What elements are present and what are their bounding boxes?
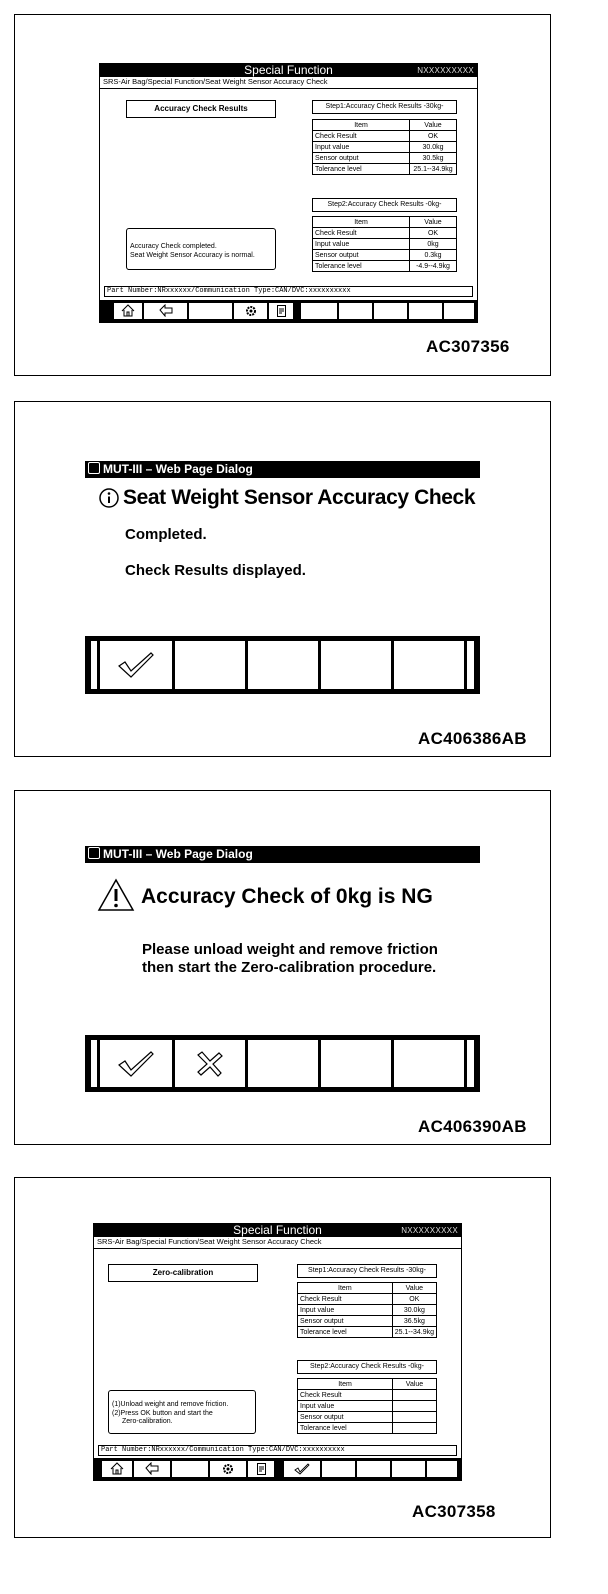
- table-cell: 0kg: [410, 239, 457, 250]
- table-row: [313, 142, 457, 153]
- table-cell: Input value: [313, 142, 410, 153]
- cancel-button[interactable]: [175, 1040, 245, 1087]
- info-icon: [98, 487, 120, 509]
- title-bar: [94, 1224, 461, 1237]
- table-cell: [393, 1423, 437, 1434]
- web-page-dialog: [85, 461, 480, 694]
- table-cell: Check Result: [313, 228, 410, 239]
- table-cell: [393, 1412, 437, 1423]
- table-cell: Value: [410, 120, 457, 131]
- table-row: [313, 261, 457, 272]
- function-key[interactable]: [321, 641, 391, 689]
- step1-table: [312, 119, 457, 175]
- function-key[interactable]: [339, 303, 372, 319]
- dialog-message-line: Please unload weight and remove friction: [142, 941, 438, 958]
- gear-icon: [245, 305, 257, 317]
- function-key[interactable]: [394, 1040, 464, 1087]
- status-message-box: [126, 228, 276, 270]
- figure-id: AC406386AB: [418, 729, 527, 748]
- table-cell: 36.5kg: [392, 1316, 436, 1327]
- dialog-title: Accuracy Check of 0kg is NG: [141, 885, 433, 908]
- window-icon: [88, 462, 100, 474]
- table-cell: Sensor output: [298, 1316, 393, 1327]
- function-key[interactable]: [394, 641, 464, 689]
- table-cell: 30.0kg: [392, 1305, 436, 1316]
- figure-panel-2: [14, 401, 551, 757]
- step1-table: [297, 1282, 437, 1338]
- part-number-line: Part Number:NRxxxxxx/Communication Type:CAN/DVC:xxxxxxxxxx: [98, 1445, 457, 1456]
- table-cell: Value: [410, 217, 457, 228]
- table-row: [298, 1316, 437, 1327]
- dialog-header-text: MUT-III – Web Page Dialog: [103, 847, 253, 861]
- table-cell: Item: [313, 217, 410, 228]
- function-key[interactable]: [172, 1461, 208, 1477]
- table-row: [313, 131, 457, 142]
- figure-panel-4: [14, 1177, 551, 1538]
- screen-title: Special Function: [244, 63, 333, 77]
- table-row: [313, 250, 457, 261]
- table-cell: Input value: [298, 1401, 393, 1412]
- home-button[interactable]: [102, 1461, 132, 1477]
- table-cell: 30.5kg: [410, 153, 457, 164]
- home-icon: [121, 304, 135, 317]
- gear-icon: [222, 1463, 234, 1475]
- function-key[interactable]: [409, 303, 442, 319]
- table-cell: Input value: [298, 1305, 393, 1316]
- status-message-line: Seat Weight Sensor Accuracy is normal.: [130, 251, 255, 259]
- table-row: [298, 1390, 437, 1401]
- screen-title: Special Function: [233, 1223, 322, 1237]
- cancel-x-icon: [195, 1050, 225, 1078]
- function-key[interactable]: [189, 303, 232, 319]
- table-cell: OK: [410, 131, 457, 142]
- dialog-button-bar: [85, 636, 480, 694]
- figure-id: AC307358: [412, 1502, 496, 1521]
- table-cell: Tolerance level: [298, 1327, 393, 1338]
- window-icon: [88, 847, 100, 859]
- table-cell: 25.1--34.9kg: [392, 1327, 436, 1338]
- table-cell: OK: [410, 228, 457, 239]
- table-cell: Tolerance level: [298, 1423, 393, 1434]
- screen-code: NXXXXXXXXX: [401, 1226, 458, 1235]
- part-number-line: Part Number:NRxxxxxx/Communication Type:CAN/DVC:xxxxxxxxxx: [104, 286, 473, 297]
- status-message-line: Accuracy Check completed.: [130, 243, 217, 250]
- settings-button[interactable]: [234, 303, 267, 319]
- back-arrow-icon: [144, 1462, 160, 1475]
- table-row: [298, 1401, 437, 1412]
- title-bar: [100, 64, 477, 77]
- figure-id: AC406390AB: [418, 1117, 527, 1136]
- table-row: [298, 1412, 437, 1423]
- table-row: [298, 1294, 437, 1305]
- section-label: Accuracy Check Results: [126, 100, 276, 118]
- table-cell: 0.3kg: [410, 250, 457, 261]
- dialog-title: Seat Weight Sensor Accuracy Check: [123, 486, 476, 509]
- dialog-header: [85, 846, 480, 863]
- step2-table: [312, 216, 457, 272]
- function-key[interactable]: [175, 641, 245, 689]
- function-key[interactable]: [357, 1461, 390, 1477]
- function-button-bar: [94, 1458, 461, 1480]
- breadcrumb[interactable]: SRS-Air Bag/Special Function/Seat Weight Sensor Accuracy Check: [97, 1237, 322, 1246]
- ok-check-icon: [294, 1463, 310, 1475]
- table-row: [298, 1423, 437, 1434]
- dialog-body: [85, 478, 480, 636]
- back-button[interactable]: [134, 1461, 170, 1477]
- function-key[interactable]: [427, 1461, 457, 1477]
- dialog-button-bar: [85, 1035, 480, 1092]
- table-cell: 30.0kg: [410, 142, 457, 153]
- step1-title: Step1:Accuracy Check Results -30kg-: [297, 1264, 437, 1278]
- breadcrumb[interactable]: SRS-Air Bag/Special Function/Seat Weight Sensor Accuracy Check: [103, 77, 328, 86]
- web-page-dialog: [85, 846, 480, 1092]
- function-key[interactable]: [248, 641, 318, 689]
- function-key[interactable]: [321, 1040, 391, 1087]
- dialog-message-line: Check Results displayed.: [125, 562, 306, 579]
- instruction-box: [108, 1390, 256, 1434]
- table-cell: Item: [298, 1379, 393, 1390]
- table-cell: Item: [298, 1283, 393, 1294]
- function-button-bar: [100, 300, 477, 322]
- table-cell: -4.9--4.9kg: [410, 261, 457, 272]
- function-key[interactable]: [248, 1040, 318, 1087]
- side-key[interactable]: [91, 641, 97, 689]
- instruction-line: Zero-calibration.: [122, 1418, 173, 1425]
- figure-id: AC307356: [426, 337, 510, 356]
- side-key[interactable]: [91, 1040, 97, 1087]
- print-button[interactable]: [269, 303, 293, 319]
- section-label: Zero-calibration: [108, 1264, 258, 1282]
- instruction-line: (1)Unload weight and remove friction.: [112, 1401, 229, 1408]
- dialog-header: [85, 461, 480, 478]
- special-function-screen: [99, 63, 478, 323]
- table-cell: Sensor output: [313, 250, 410, 261]
- table-cell: Item: [313, 120, 410, 131]
- warning-icon: [97, 878, 135, 912]
- table-cell: Sensor output: [298, 1412, 393, 1423]
- ok-button[interactable]: [284, 1461, 320, 1477]
- special-function-screen: [93, 1223, 462, 1481]
- table-row: [298, 1283, 437, 1294]
- table-cell: 25.1--34.9kg: [410, 164, 457, 175]
- table-row: [313, 164, 457, 175]
- dialog-header-text: MUT-III – Web Page Dialog: [103, 462, 253, 476]
- print-button[interactable]: [248, 1461, 274, 1477]
- ok-check-icon: [117, 1049, 155, 1079]
- breadcrumb-divider: [94, 1248, 461, 1249]
- ok-button[interactable]: [100, 641, 172, 689]
- table-cell: Sensor output: [313, 153, 410, 164]
- side-key[interactable]: [467, 1040, 474, 1087]
- step1-title: Step1:Accuracy Check Results -30kg-: [312, 100, 457, 114]
- table-cell: Input value: [313, 239, 410, 250]
- document-icon: [277, 305, 286, 317]
- home-icon: [110, 1462, 124, 1475]
- dialog-message-line: Completed.: [125, 526, 207, 543]
- ok-check-icon: [117, 650, 155, 680]
- figure-panel-1: [14, 14, 551, 376]
- step2-table: [297, 1378, 437, 1434]
- table-cell: Check Result: [298, 1294, 393, 1305]
- step2-title: Step2:Accuracy Check Results -0kg-: [297, 1360, 437, 1374]
- back-arrow-icon: [158, 304, 174, 317]
- breadcrumb-divider: [100, 88, 477, 89]
- function-key[interactable]: [374, 303, 407, 319]
- table-row: [298, 1327, 437, 1338]
- table-cell: [393, 1401, 437, 1412]
- function-key[interactable]: [301, 303, 337, 319]
- table-cell: [393, 1390, 437, 1401]
- settings-button[interactable]: [210, 1461, 246, 1477]
- ok-button[interactable]: [100, 1040, 172, 1087]
- table-cell: Check Result: [298, 1390, 393, 1401]
- table-row: [298, 1305, 437, 1316]
- table-cell: Check Result: [313, 131, 410, 142]
- table-row: [313, 120, 457, 131]
- step2-title: Step2:Accuracy Check Results -0kg-: [312, 198, 457, 212]
- home-button[interactable]: [114, 303, 142, 319]
- figure-panel-3: [14, 790, 551, 1145]
- function-key[interactable]: [322, 1461, 355, 1477]
- side-key[interactable]: [467, 641, 474, 689]
- table-row: [313, 228, 457, 239]
- table-cell: Value: [392, 1283, 436, 1294]
- dialog-message-line: then start the Zero-calibration procedure.: [142, 959, 437, 976]
- table-cell: Tolerance level: [313, 164, 410, 175]
- table-row: [298, 1379, 437, 1390]
- back-button[interactable]: [144, 303, 187, 319]
- table-row: [313, 217, 457, 228]
- function-key[interactable]: [392, 1461, 425, 1477]
- table-row: [313, 153, 457, 164]
- dialog-body: [85, 863, 480, 1035]
- table-cell: Tolerance level: [313, 261, 410, 272]
- table-cell: OK: [392, 1294, 436, 1305]
- document-icon: [257, 1463, 266, 1475]
- screen-code: NXXXXXXXXX: [417, 66, 474, 75]
- table-cell: Value: [393, 1379, 437, 1390]
- instruction-line: (2)Press OK button and start the: [112, 1409, 213, 1417]
- table-row: [313, 239, 457, 250]
- function-key[interactable]: [444, 303, 474, 319]
